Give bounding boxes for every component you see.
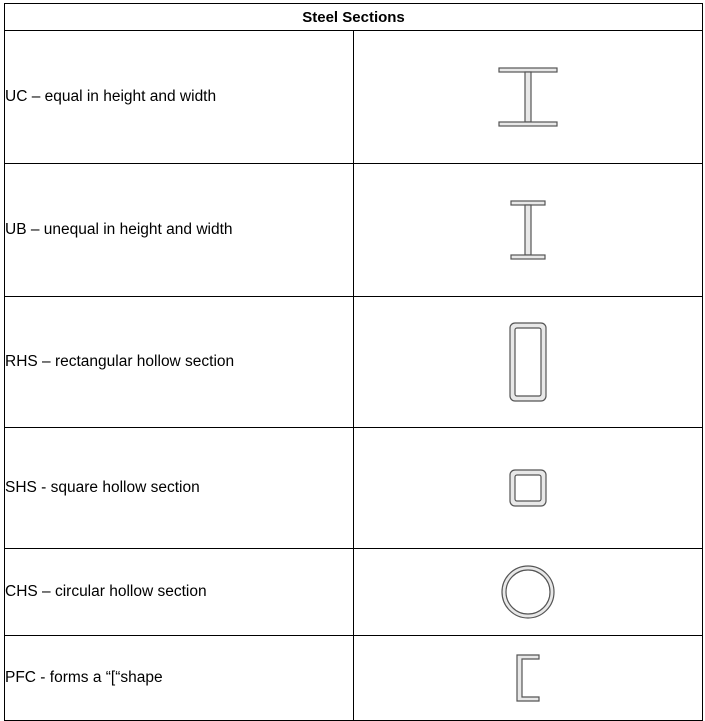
shs-section-icon	[507, 467, 549, 509]
row-shape-ub	[354, 164, 703, 297]
row-label-ub: UB – unequal in height and width	[5, 164, 354, 297]
row-label-chs: CHS – circular hollow section	[5, 549, 354, 636]
row-label-rhs: RHS – rectangular hollow section	[5, 297, 354, 428]
table-row	[5, 297, 703, 428]
table-row	[5, 428, 703, 549]
table-row	[5, 636, 703, 721]
row-shape-pfc	[354, 636, 703, 721]
row-label-pfc: PFC - forms a “[“shape	[5, 636, 354, 721]
chs-section-icon	[499, 563, 557, 621]
table-row	[5, 164, 703, 297]
steel-sections-table	[4, 3, 703, 721]
rhs-section-icon	[507, 321, 549, 403]
table-row	[5, 549, 703, 636]
pfc-section-icon	[513, 652, 543, 704]
ub-section-icon	[508, 199, 548, 261]
row-shape-uc	[354, 31, 703, 164]
table-header-row	[5, 4, 703, 31]
uc-section-icon	[496, 66, 560, 128]
table-title: Steel Sections	[5, 4, 703, 31]
row-label-uc: UC – equal in height and width	[5, 31, 354, 164]
table-row	[5, 31, 703, 164]
row-shape-shs	[354, 428, 703, 549]
row-label-shs: SHS - square hollow section	[5, 428, 354, 549]
row-shape-rhs	[354, 297, 703, 428]
row-shape-chs	[354, 549, 703, 636]
